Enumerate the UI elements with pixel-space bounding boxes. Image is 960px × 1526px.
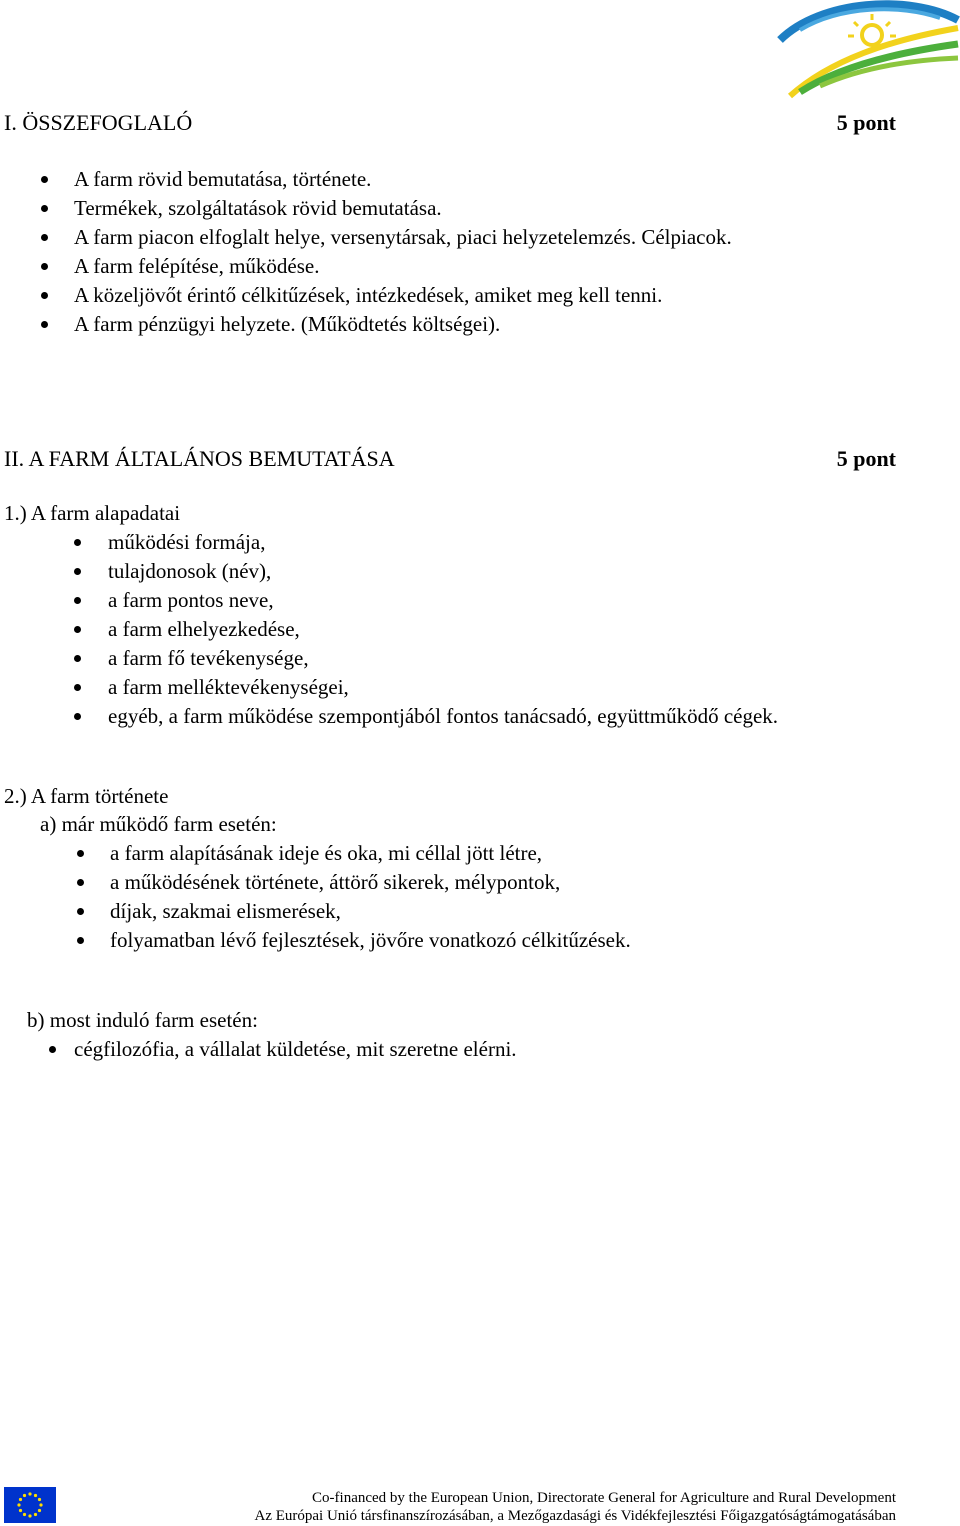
section-1-heading	[4, 108, 896, 137]
section-1-list	[74, 165, 732, 339]
list-item: A farm pénzügyi helyzete. (Működtetés költségei).	[74, 310, 732, 339]
footer-line-english: Co-financed by the European Union, Directorate General for Agriculture and Rural Development	[312, 1490, 896, 1506]
subsection-2b-list	[74, 1035, 517, 1064]
footer-line-hungarian: Az Európai Unió társfinanszírozásában, a Mezőgazdasági és Vidékfejlesztési Főigazgatóságtámogatásában	[254, 1508, 896, 1524]
list-item: Termékek, szolgáltatások rövid bemutatása.	[74, 194, 732, 223]
section-2-heading	[4, 444, 896, 473]
section-1-points: 5 pont	[836, 110, 896, 135]
list-item: a működésének története, áttörő sikerek, mélypontok,	[110, 868, 631, 897]
section-2-points: 5 pont	[836, 446, 896, 471]
eu-flag-icon	[4, 1487, 56, 1523]
sun-fields-logo	[760, 0, 960, 100]
list-item: a farm elhelyezkedése,	[108, 615, 778, 644]
list-item: a farm fő tevékenysége,	[108, 644, 778, 673]
list-item: díjak, szakmai elismerések,	[110, 897, 631, 926]
subsection-2b-heading: b) most induló farm esetén:	[27, 1008, 258, 1032]
list-item: A közeljövőt érintő célkitűzések, intézkedések, amiket meg kell tenni.	[74, 281, 732, 310]
list-item: működési formája,	[108, 528, 778, 557]
list-item: cégfilozófia, a vállalat küldetése, mit szeretne elérni.	[74, 1035, 517, 1064]
list-item: A farm piacon elfoglalt helye, versenytársak, piaci helyzetelemzés. Célpiacok.	[74, 223, 732, 252]
list-item: a farm pontos neve,	[108, 586, 778, 615]
list-item: folyamatban lévő fejlesztések, jövőre vonatkozó célkitűzések.	[110, 926, 631, 955]
subsection-2-heading: 2.) A farm története	[4, 784, 169, 808]
list-item: a farm melléktevékenységei,	[108, 673, 778, 702]
subsection-2a-heading: a) már működő farm esetén:	[40, 812, 277, 836]
list-item: a farm alapításának ideje és oka, mi céllal jött létre,	[110, 839, 631, 868]
subsection-1-list	[108, 528, 778, 731]
subsection-2a-list	[110, 839, 631, 955]
section-1-title: I. ÖSSZEFOGLALÓ	[4, 110, 193, 135]
subsection-1-heading: 1.) A farm alapadatai	[4, 501, 181, 525]
list-item: tulajdonosok (név),	[108, 557, 778, 586]
list-item: egyéb, a farm működése szempontjából fontos tanácsadó, együttműködő cégek.	[108, 702, 778, 731]
list-item: A farm rövid bemutatása, története.	[74, 165, 732, 194]
section-2-title: II. A FARM ÁLTALÁNOS BEMUTATÁSA	[4, 446, 395, 471]
list-item: A farm felépítése, működése.	[74, 252, 732, 281]
